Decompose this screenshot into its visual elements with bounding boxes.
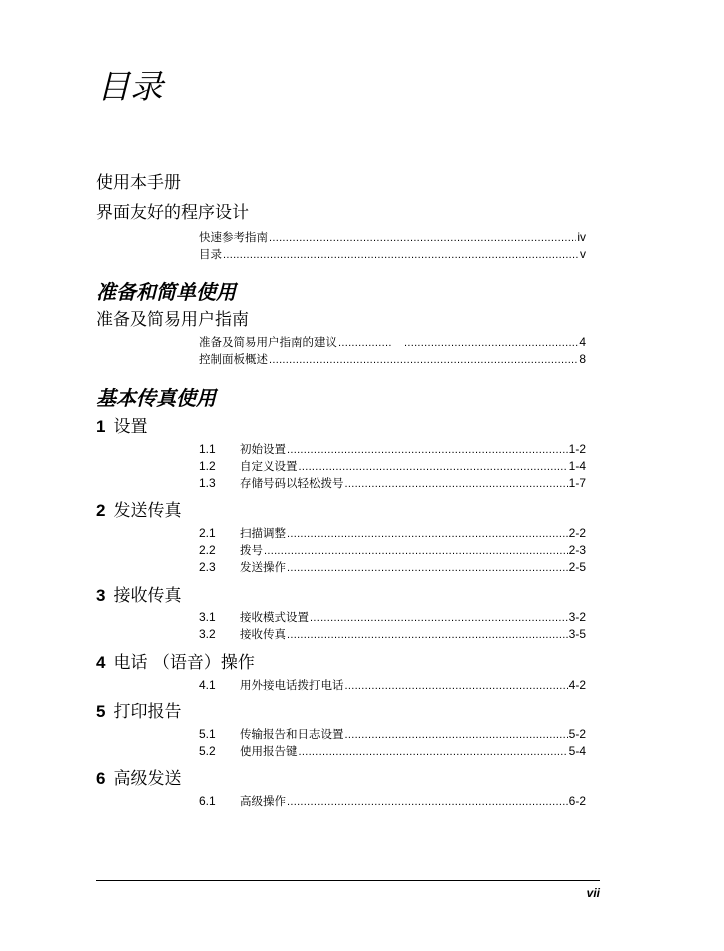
toc-page-number: 1-4	[568, 459, 586, 473]
toc-entry[interactable]	[199, 443, 586, 456]
chapter-number: 2	[96, 501, 106, 520]
chapter-title: 设置	[113, 417, 148, 437]
leader-dots	[223, 250, 579, 261]
toc-entry-number: 5.2	[199, 744, 216, 758]
toc-entry-text: 准备及简易用户指南的建议	[199, 335, 337, 349]
toc-entry-number: 2.1	[199, 526, 216, 540]
toc-entry-number: 5.1	[199, 727, 216, 741]
toc-page-number: 1-2	[568, 442, 586, 456]
leader-dots	[287, 797, 568, 808]
toc-page-number: 4-2	[568, 678, 586, 692]
toc-entry[interactable]	[199, 745, 586, 758]
toc-entry[interactable]	[199, 728, 586, 741]
toc-entry[interactable]	[199, 611, 586, 624]
chapter-title: 电话 （语音）操作	[113, 653, 255, 673]
toc-entry-number: 3.2	[199, 627, 216, 641]
toc-entry[interactable]	[199, 477, 586, 490]
chapter-number: 5	[96, 702, 106, 721]
leader-dots	[299, 747, 568, 758]
leader-dots	[345, 730, 568, 741]
chapter-number: 3	[96, 586, 106, 605]
toc-entry[interactable]	[199, 544, 586, 557]
chapter-title: 高级发送	[113, 769, 182, 789]
toc-page-number: 3-5	[568, 627, 586, 641]
toc-entry-text: 使用报告键	[240, 744, 298, 758]
toc-entry-number: 2.2	[199, 543, 216, 557]
toc-entry[interactable]	[199, 231, 586, 244]
toc-entry-text: 用外接电话拨打电话	[240, 678, 344, 692]
toc-entry[interactable]	[199, 628, 586, 641]
toc-page-number: 4	[579, 335, 586, 349]
toc-page-number: iv	[577, 230, 586, 244]
toc-entry[interactable]	[199, 679, 586, 692]
leader-dots	[264, 546, 568, 557]
chapter-heading	[96, 587, 181, 605]
page-number: vii	[586, 886, 600, 900]
toc-entry-number: 1.2	[199, 459, 216, 473]
toc-entry[interactable]	[199, 353, 586, 366]
chapter-heading	[96, 654, 255, 672]
toc-page-number: 2-5	[568, 560, 586, 574]
toc-page-number: v	[580, 247, 586, 261]
toc-entry-text: 控制面板概述	[199, 352, 268, 366]
chapter-number: 4	[96, 653, 106, 672]
toc-entry-text: 目录	[199, 247, 222, 261]
toc-entry[interactable]	[199, 336, 586, 349]
chapter-title: 接收传真	[113, 586, 182, 606]
leader-dots	[404, 338, 578, 349]
toc-entry-number: 4.1	[199, 678, 216, 692]
leader-dots	[269, 233, 576, 244]
toc-entry-text: 存储号码以轻松拨号	[240, 476, 344, 490]
page-title: 目录	[97, 67, 163, 106]
toc-entry-number: 2.3	[199, 560, 216, 574]
toc-page-number: 5-4	[568, 744, 586, 758]
toc-page-number: 1-7	[568, 476, 586, 490]
leader-dots	[345, 681, 568, 692]
leader-dots	[338, 338, 392, 349]
toc-page-number: 2-2	[568, 526, 586, 540]
part-heading: 基本传真使用	[96, 386, 216, 410]
toc-entry-text: 接收传真	[240, 627, 286, 641]
chapter-title: 发送传真	[113, 501, 182, 521]
leader-dots	[269, 355, 578, 366]
part-heading: 准备和简单使用	[96, 280, 236, 304]
section-heading: 准备及简易用户指南	[96, 310, 249, 330]
toc-entry[interactable]	[199, 561, 586, 574]
chapter-heading	[96, 703, 181, 721]
toc-entry-text: 传输报告和日志设置	[240, 727, 344, 741]
toc-entry[interactable]	[199, 248, 586, 261]
toc-entry-number: 1.1	[199, 442, 216, 456]
toc-page-number: 5-2	[568, 727, 586, 741]
leader-dots	[299, 462, 568, 473]
section-heading: 界面友好的程序设计	[96, 203, 249, 223]
toc-entry[interactable]	[199, 527, 586, 540]
toc-entry-number: 1.3	[199, 476, 216, 490]
leader-dots	[287, 563, 568, 574]
chapter-heading	[96, 770, 181, 788]
toc-entry-number: 3.1	[199, 610, 216, 624]
toc-entry-text: 高级操作	[240, 794, 286, 808]
chapter-heading	[96, 502, 181, 520]
toc-entry-text: 接收模式设置	[240, 610, 309, 624]
leader-dots	[287, 445, 568, 456]
leader-dots	[287, 529, 568, 540]
chapter-number: 1	[96, 417, 106, 436]
toc-entry-text: 发送操作	[240, 560, 286, 574]
toc-entry-text: 扫描调整	[240, 526, 286, 540]
toc-page-number: 8	[579, 352, 586, 366]
chapter-number: 6	[96, 769, 106, 788]
toc-entry[interactable]	[199, 460, 586, 473]
toc-entry-text: 自定义设置	[240, 459, 298, 473]
leader-dots	[287, 630, 568, 641]
footer-rule	[96, 880, 600, 881]
chapter-title: 打印报告	[113, 702, 182, 722]
toc-entry-text: 拨号	[240, 543, 263, 557]
section-heading: 使用本手册	[96, 173, 181, 193]
leader-dots	[310, 613, 568, 624]
toc-entry-text: 初始设置	[240, 442, 286, 456]
toc-entry[interactable]	[199, 795, 586, 808]
toc-page-number: 6-2	[568, 794, 586, 808]
toc-page-number: 2-3	[568, 543, 586, 557]
toc-entry-number: 6.1	[199, 794, 216, 808]
leader-dots	[345, 479, 568, 490]
toc-page-number: 3-2	[568, 610, 586, 624]
chapter-heading	[96, 418, 147, 436]
toc-entry-text: 快速参考指南	[199, 230, 268, 244]
